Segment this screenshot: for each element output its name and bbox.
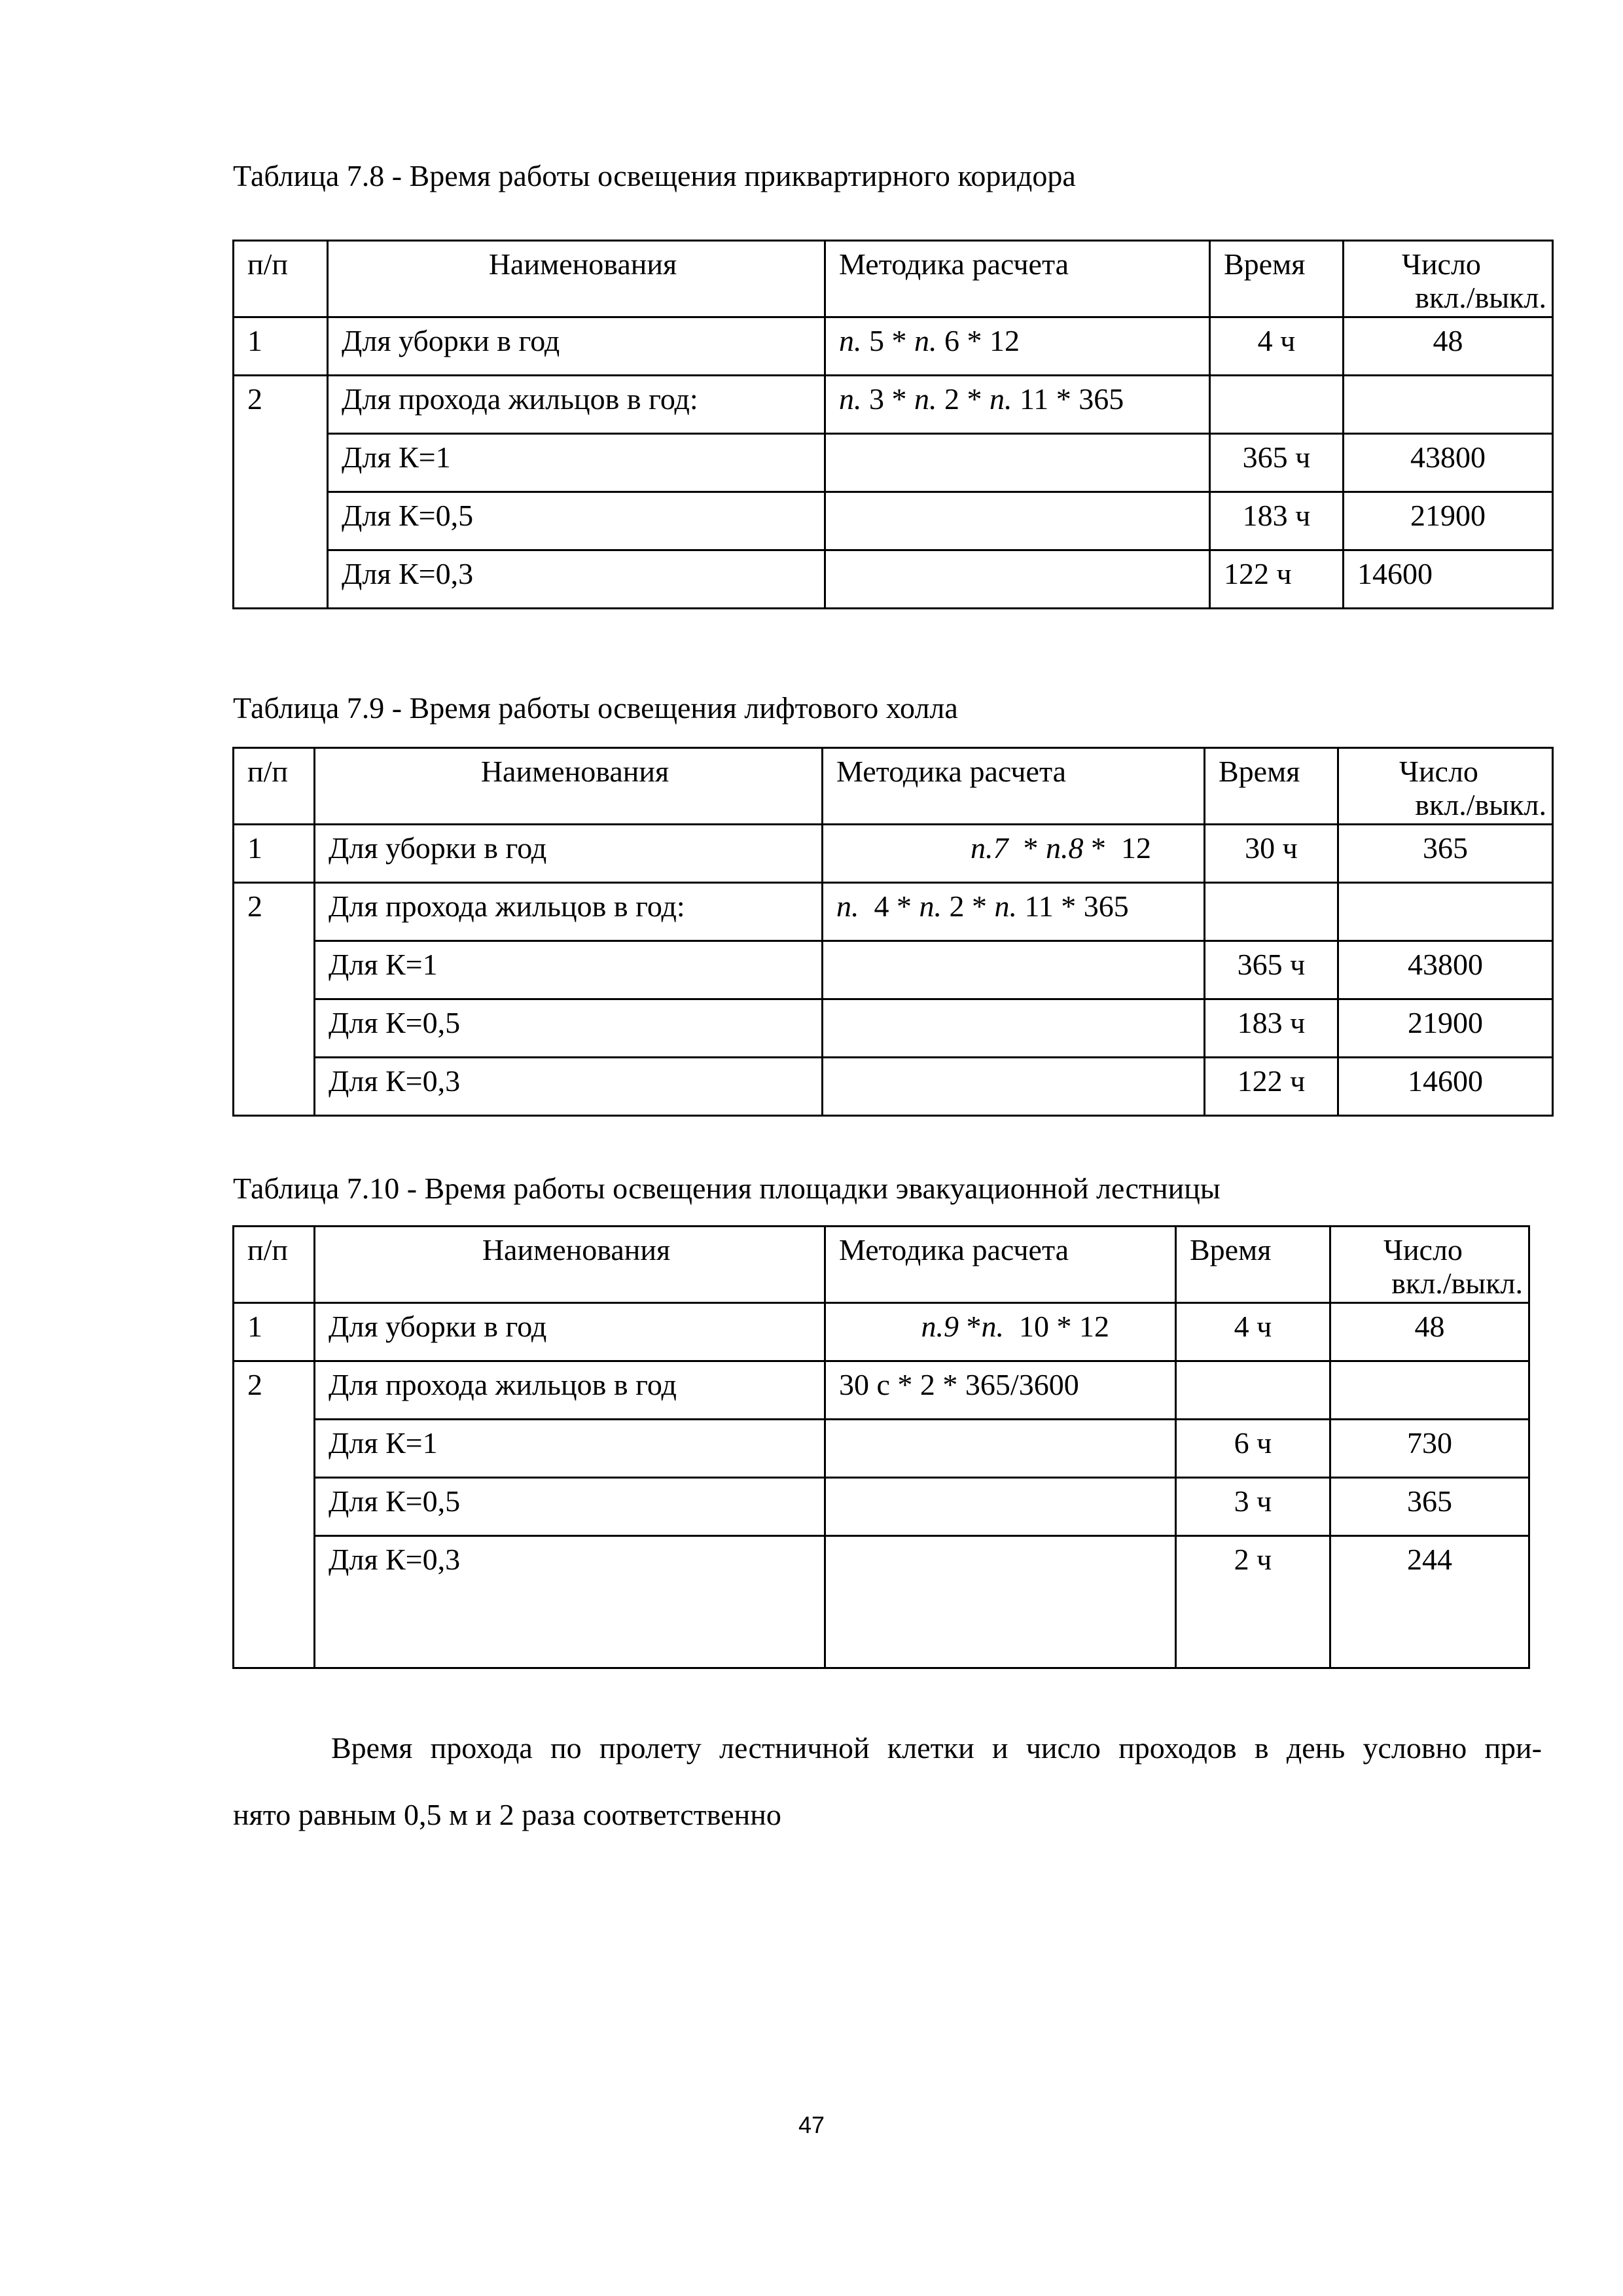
header-name: Наименования [315, 748, 823, 825]
method-ref: п. [839, 324, 862, 357]
body-paragraph [233, 1715, 1542, 1848]
method-ref: п.7 [971, 831, 1008, 865]
method-ref: п. [914, 382, 937, 416]
table-7-10 [232, 1225, 1530, 1669]
table-row [234, 1303, 1529, 1361]
table-7-9 [232, 747, 1554, 1117]
subrow-count: 244 [1330, 1536, 1529, 1668]
subrow-count: 14600 [1338, 1058, 1553, 1116]
subrow-time: 365 ч [1210, 434, 1344, 492]
subrow-time: 2 ч [1176, 1536, 1330, 1668]
method-text: 10 * 12 [1004, 1310, 1109, 1343]
subrow-count: 730 [1330, 1420, 1529, 1478]
method-text: * [1008, 831, 1046, 865]
method-ref: п.9 [921, 1310, 959, 1343]
table-7-10-caption: Таблица 7.10 - Время работы освещения площадки эвакуационной лестницы [233, 1172, 1221, 1205]
header-count-line2: вкл./выкл. [1415, 787, 1546, 821]
method-ref: п.8 [1046, 831, 1084, 865]
header-count [1338, 748, 1553, 825]
row-count: 48 [1344, 317, 1553, 376]
row-time: 4 ч [1176, 1303, 1330, 1361]
row-count [1338, 883, 1553, 941]
header-count-line1: Число [1399, 755, 1478, 788]
subrow-count: 43800 [1338, 941, 1553, 999]
subrow-time: 6 ч [1176, 1420, 1330, 1478]
header-count [1330, 1227, 1529, 1303]
header-num: п/п [234, 241, 328, 317]
row-count: 48 [1330, 1303, 1529, 1361]
subrow-count: 14600 [1344, 550, 1553, 609]
method-ref: п. [990, 382, 1012, 416]
subrow-method [823, 941, 1205, 999]
table-subrow [234, 1536, 1529, 1668]
row-name: Для прохода жильцов в год: [315, 883, 823, 941]
row-method [825, 1303, 1176, 1361]
row-method [825, 376, 1210, 434]
row-num: 2 [234, 883, 315, 1116]
row-time [1176, 1361, 1330, 1420]
method-ref: п. [836, 889, 859, 923]
subrow-name: Для К=1 [328, 434, 825, 492]
header-time: Время [1205, 748, 1338, 825]
subrow-name: Для К=0,5 [315, 999, 823, 1058]
subrow-time: 122 ч [1210, 550, 1344, 609]
row-num: 1 [234, 1303, 315, 1361]
table-header-row [234, 1227, 1529, 1303]
row-num: 2 [234, 1361, 315, 1668]
subrow-time: 122 ч [1205, 1058, 1338, 1116]
method-text: 5 * [861, 324, 914, 357]
table-row [234, 1361, 1529, 1420]
paragraph-line-1: Время прохода по пролету лестничной клетки и число проходов в день условно при- [331, 1731, 1542, 1765]
header-count-line2: вкл./выкл. [1415, 280, 1546, 314]
method-text: 2 * [942, 889, 995, 923]
method-text: 11 * 365 [1017, 889, 1129, 923]
row-name: Для прохода жильцов в год [315, 1361, 825, 1420]
row-name: Для уборки в год [315, 1303, 825, 1361]
table-subrow [234, 550, 1553, 609]
method-text: * [959, 1310, 982, 1343]
subrow-count: 43800 [1344, 434, 1553, 492]
subrow-method [825, 550, 1210, 609]
table-header-row [234, 748, 1553, 825]
header-name: Наименования [315, 1227, 825, 1303]
header-num: п/п [234, 748, 315, 825]
table-subrow [234, 1058, 1553, 1116]
table-7-8 [232, 240, 1554, 609]
row-num: 2 [234, 376, 328, 609]
method-ref: п. [919, 889, 942, 923]
table-subrow [234, 1420, 1529, 1478]
subrow-time: 365 ч [1205, 941, 1338, 999]
row-count [1330, 1361, 1529, 1420]
row-name: Для прохода жильцов в год: [328, 376, 825, 434]
header-time: Время [1210, 241, 1344, 317]
row-method [823, 825, 1205, 883]
header-method: Методика расчета [823, 748, 1205, 825]
subrow-time: 3 ч [1176, 1478, 1330, 1536]
row-time [1205, 883, 1338, 941]
header-time: Время [1176, 1227, 1330, 1303]
table-7-8-caption: Таблица 7.8 - Время работы освещения приквартирного коридора [233, 159, 1076, 192]
subrow-method [825, 1420, 1176, 1478]
subrow-name: Для К=0,5 [315, 1478, 825, 1536]
table-subrow [234, 434, 1553, 492]
table-subrow [234, 999, 1553, 1058]
method-ref: п. [981, 1310, 1004, 1343]
row-name: Для уборки в год [315, 825, 823, 883]
header-count [1344, 241, 1553, 317]
subrow-count: 21900 [1344, 492, 1553, 550]
subrow-time: 183 ч [1210, 492, 1344, 550]
method-text: 3 * [861, 382, 914, 416]
row-count: 365 [1338, 825, 1553, 883]
header-num: п/п [234, 1227, 315, 1303]
subrow-method [825, 1536, 1176, 1668]
subrow-method [825, 434, 1210, 492]
table-7-9-caption: Таблица 7.9 - Время работы освещения лифтового холла [233, 691, 958, 725]
subrow-method [825, 1478, 1176, 1536]
subrow-name: Для К=0,3 [315, 1536, 825, 1668]
header-method: Методика расчета [825, 241, 1210, 317]
table-subrow [234, 1478, 1529, 1536]
subrow-count: 21900 [1338, 999, 1553, 1058]
subrow-method [825, 492, 1210, 550]
row-count [1344, 376, 1553, 434]
table-subrow [234, 941, 1553, 999]
method-ref: п. [914, 324, 937, 357]
subrow-name: Для К=1 [315, 1420, 825, 1478]
subrow-name: Для К=1 [315, 941, 823, 999]
subrow-method [823, 1058, 1205, 1116]
table-row [234, 883, 1553, 941]
table-header-row [234, 241, 1553, 317]
subrow-time: 183 ч [1205, 999, 1338, 1058]
method-text: 4 * [859, 889, 919, 923]
row-name: Для уборки в год [328, 317, 825, 376]
subrow-method [823, 999, 1205, 1058]
row-time: 4 ч [1210, 317, 1344, 376]
method-text: 11 * 365 [1012, 382, 1124, 416]
table-subrow [234, 492, 1553, 550]
page-number: 47 [798, 2111, 825, 2138]
subrow-name: Для К=0,3 [328, 550, 825, 609]
header-count-line1: Число [1383, 1233, 1463, 1266]
row-method [823, 883, 1205, 941]
method-ref: п. [839, 382, 862, 416]
subrow-name: Для К=0,3 [315, 1058, 823, 1116]
paragraph-line-2: нято равным 0,5 м и 2 раза соответственно [233, 1798, 781, 1831]
method-ref: п. [994, 889, 1017, 923]
row-time [1210, 376, 1344, 434]
row-method [825, 317, 1210, 376]
row-time: 30 ч [1205, 825, 1338, 883]
subrow-count: 365 [1330, 1478, 1529, 1536]
row-num: 1 [234, 825, 315, 883]
method-text: * 12 [1083, 831, 1151, 865]
row-method: 30 с * 2 * 365/3600 [825, 1361, 1176, 1420]
table-row [234, 376, 1553, 434]
header-name: Наименования [328, 241, 825, 317]
subrow-name: Для К=0,5 [328, 492, 825, 550]
method-text: 2 * [936, 382, 990, 416]
header-count-line1: Число [1402, 247, 1481, 281]
method-text: 6 * 12 [936, 324, 1020, 357]
row-num: 1 [234, 317, 328, 376]
header-count-line2: вкл./выкл. [1391, 1266, 1523, 1300]
header-method: Методика расчета [825, 1227, 1176, 1303]
table-row [234, 317, 1553, 376]
table-row [234, 825, 1553, 883]
